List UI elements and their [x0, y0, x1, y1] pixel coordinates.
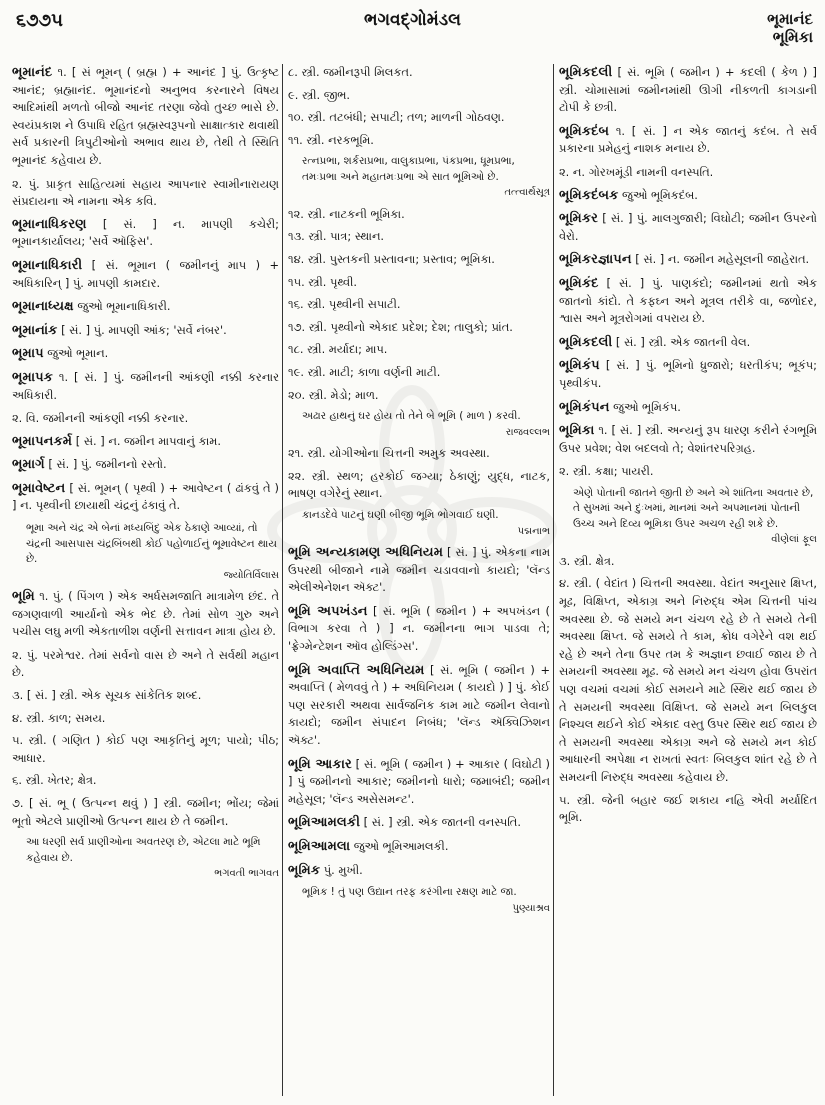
- definition-text: ૧૨. સ્ત્રી. નાટકની ભૂમિકા.: [288, 206, 405, 221]
- entry-sense: [12, 410, 279, 428]
- headword: ભૂમાનાંક: [12, 322, 58, 338]
- dictionary-entry: [559, 210, 817, 245]
- dictionary-entry: [559, 399, 817, 417]
- entry-sense: [288, 364, 550, 382]
- usage-quote: [302, 885, 550, 916]
- definition-text: [ સં. ] પું. એકના નામ ઉપરથી બીજાને નામે જમીન ચડાવવાનો કાયદો; 'લૅન્ડ એલીએનેશન ઍક્ટ'.: [288, 545, 550, 595]
- headword: ભૂમાનાધિકરણ: [12, 216, 87, 232]
- headword: ભૂમિકરજ્ઞાપન: [559, 252, 632, 268]
- quote-source: રાજવલ્લભ: [505, 426, 550, 438]
- definition-text: પું. મુખી.: [320, 862, 363, 877]
- headword: ભૂમિ આકાર: [288, 756, 352, 772]
- entry-sense: [288, 64, 550, 82]
- headword: ભૂમિક: [288, 862, 321, 878]
- entry-sense: [12, 687, 279, 705]
- definition-text: ૨. પું. પ્રાકૃત સાહિત્યમાં સહાય આપનાર સ્વામીનારાયણ સંપ્રદાયના એ નામના એક કવિ.: [12, 176, 279, 209]
- definition-text: ૧૦. સ્ત્રી. તટબંધી; સપાટી; તળ; માળની ગોઠવણ.: [288, 110, 505, 125]
- quote-source: પદ્મનાભ: [517, 525, 550, 537]
- definition-text: [ સં. ] સ્ત્રી. એક જાતની વેલ.: [612, 334, 751, 349]
- definition-text: [ સં. ] પું. માલગુજારી; વિઘોટી; જમીન ઉપરનો વેરો.: [559, 211, 817, 243]
- headword: ભૂમિ અન્યકામણ અધિનિયમ: [288, 545, 444, 560]
- definition-text: ૩. [ સં. ] સ્ત્રી. એક સૂચક સાંકેતિક શબ્દ.: [12, 688, 202, 703]
- dictionary-entry: [288, 603, 550, 656]
- definition-text: જુઓ ભૂમિઆમલકી.: [350, 838, 449, 853]
- headword: ભૂમાપ: [12, 346, 44, 362]
- definition-text: ૧૬. સ્ત્રી. પૃથ્વીની સપાટી.: [288, 297, 401, 312]
- entry-sense: [288, 206, 550, 224]
- definition-text: ૧૮. સ્ત્રી. મર્યાદા; માપ.: [288, 342, 388, 357]
- headword: ભૂમાર્ગ: [12, 457, 45, 473]
- definition-text: ૯. સ્ત્રી. જીભ.: [288, 87, 350, 102]
- definition-text: ૧૪. સ્ત્રી. પુસ્તકની પ્રસ્તાવના; પ્રસ્તાવ; ભૂમિકા.: [288, 252, 495, 267]
- dictionary-entry: [12, 64, 279, 170]
- dictionary-columns: [12, 64, 817, 1096]
- column-2: [288, 64, 550, 1096]
- headword: ભૂમિ અવાપ્તિ અધિનિયમ: [288, 662, 425, 678]
- entry-sense: [288, 87, 550, 105]
- definition-text: [ સં. ] પું. માપણી આંક; 'સર્વે નંબર'.: [57, 322, 227, 337]
- dictionary-entry: [559, 64, 817, 117]
- quote-source: તત્ત્વાર્થસૂત્ર: [504, 187, 550, 199]
- dictionary-entry: [559, 251, 817, 269]
- dictionary-entry: [288, 838, 550, 856]
- entry-sense: [288, 132, 550, 150]
- definition-text: ૧૩. સ્ત્રી. પાત્ર; સ્થાન.: [288, 229, 385, 244]
- definition-text: ૪. સ્ત્રી. ( વેદાંત ) ચિત્તની અવસ્થા. વેદાંત અનુસાર ક્ષિપ્ત, મૂઢ, વિક્ષિપ્ત, એકાગ્ર અને નિરુદ્ધ એમ ચિત્તની પાંચ અવસ્થા છે. જે સમયે મન ચંચળ રહે છે તે સમયે તેની અવસ્થા ક્ષિપ્ત. જે સમયે તે કામ, ક્રોધ વગેરેને વશ થઈ રહે છે અને તેના ઉપર તમ કે અજ્ઞાન છવાઈ જાય છે તે સમયની અવસ્થા મૂઢ. જે સમયે મન ચંચળ હોવા ઉપરાંત પણ વચમાં વચમાં કોઈ સમયને માટે સ્થિર થઈ જાય છે તે સમયની અવસ્થા વિક્ષિપ્ત. જે સમયે મન બિલકુલ નિશ્ચલ થઈને કોઈ એકાદ વસ્તુ ઉપર સ્થિર થઈ જાય છે તે સમયની અવસ્થા એકાગ્ર અને જે સમયે મન કોઈ આધારની અપેક્ષા ન રાખતાં સ્વતઃ બિલકુલ શાંત રહે છે તે સમયની નિરુદ્ધ અવસ્થા કહેવાય છે.: [559, 576, 817, 784]
- headword: ભૂમિકદંબ: [559, 123, 610, 139]
- definition-text: [ સં. ] ન. જમીન મહેસૂલની જાહેરાત.: [631, 252, 810, 267]
- dictionary-entry: [559, 357, 817, 392]
- dictionary-entry: [12, 322, 279, 340]
- definition-text: ૧. પું. ( પિંગળ ) એક અર્ધસમજાતિ માત્રામેળ છંદ. તે જગણવાળી આર્યાનો એક ભેદ છે. તેમાં સોળ ગુરુ અને પચીસ લઘુ મળી એકતાળીશ વર્ણની સત્તાવન માત્રા હોય છે.: [12, 589, 279, 639]
- headword: ભૂમાનાધ્યક્ષ: [12, 299, 74, 315]
- page-number: ૬૭૭૫: [16, 10, 63, 31]
- definition-text: [ સં. ] ન. જમીન માપવાનું કામ.: [72, 433, 221, 448]
- dictionary-entry: [288, 544, 550, 597]
- definition-text: [ સં. ભૂમાન ( જમીનનું માપ ) + અધિકારિન્ ] પું. માપણી કામદાર.: [12, 257, 279, 290]
- headword: ભૂમાપક: [12, 369, 53, 385]
- dictionary-entry: [559, 334, 817, 352]
- entry-sense: [12, 647, 279, 682]
- entry-sense: [559, 575, 817, 786]
- entry-sense: [288, 445, 550, 463]
- definition-text: ૨૨. સ્ત્રી. સ્થળ; હરકોઈ જગ્યા; ઠેકાણું; યુદ્ધ, નાટક, ભાષણ વગેરેનું સ્થાન.: [288, 468, 550, 501]
- running-head: [767, 10, 813, 46]
- definition-text: જુઓ ભૂમાનાધિકારી.: [73, 299, 171, 314]
- definition-text: [ સં. ] સ્ત્રી. એક જાતની વનસ્પતિ.: [359, 815, 521, 830]
- column-3: [559, 64, 817, 1096]
- definition-text: ૨૦. સ્ત્રી. મેડો; માળ.: [288, 387, 379, 402]
- definition-text: ૧૭. સ્ત્રી. પૃથ્વીનો એકાદ પ્રદેશ; દેશ; તાલુકો; પ્રાંત.: [288, 319, 513, 334]
- definition-text: ૧. [ સં ભૂમન્ ( બ્રહ્મ ) + આનંદ ] પું. ઉત્કૃષ્ટ આનંદ; બ્રહ્માનંદ. ભૂમાનંદનો અનુભવ કરનારને વિષય આદિમાંથી મળતો બીજો આનંદ તરણા જેવો તુચ્છ ભાસે છે. સ્વયંપ્રકાશ ને ઉપાધિ રહિત બ્રહ્મસ્વરૂપનો સાક્ષાત્કાર થવાથી સર્વ પ્રકારની ત્રિપુટીઓનો અભાવ થાય છે, તેથી તે સ્થિતિ ભૂમાનંદ કહેવાય છે.: [12, 65, 279, 167]
- definition-text: [ સં. ભૂમિ ( જમીન ) + અવાપ્તિ ( મેળવવું તે ) + અધિનિયમ ( કાયદો ) ] પું. કોઈ પણ સરકારી અથવા સાર્વજનિક કામ માટે જમીન લેવાનો કાયદો; જમીન સંપાદન નિબંધ; 'લૅન્ડ ઍક્વિઝિશન ઍક્ટ'.: [288, 662, 550, 747]
- dictionary-entry: [288, 756, 550, 809]
- definition-text: [ સં. ] ન. માપણી કચેરી; ભૂમાનકાર્યાલય; 'સર્વે ઑફિસ'.: [12, 216, 279, 249]
- headword: ભૂમિકદંબક: [559, 187, 619, 203]
- running-head-first: ભૂમાનંદ: [767, 10, 813, 28]
- quote-text: ભૂમિક ! તું પણ ઉદ્યાન તરફ કરંગીના રક્ષણ માટે જા.: [302, 886, 517, 899]
- entry-sense: [288, 319, 550, 337]
- headword: ભૂમિઆમલકી: [288, 815, 360, 831]
- entry-sense: [288, 251, 550, 269]
- headword: ભૂમિકદલી: [559, 334, 613, 350]
- entry-sense: [12, 732, 279, 767]
- definition-text: ૧૫. સ્ત્રી. પૃથ્વી.: [288, 274, 357, 289]
- headword: ભૂમાવેષ્ટન: [12, 480, 66, 496]
- usage-quote: [573, 486, 817, 548]
- entry-sense: [559, 164, 817, 182]
- usage-quote: [302, 508, 550, 539]
- usage-quote: [302, 154, 550, 201]
- headword: ભૂમિઆમલા: [288, 838, 351, 854]
- dictionary-entry: [559, 187, 817, 205]
- definition-text: ૧૧. સ્ત્રી. નરકભૂમિ.: [288, 132, 374, 147]
- quote-source: વીણેલાં ફૂલ: [771, 534, 817, 546]
- headword: ભૂમિકંપ: [559, 358, 600, 374]
- headword: ભૂમિકંપન: [559, 399, 610, 415]
- entry-sense: [12, 176, 279, 211]
- entry-sense: [559, 792, 817, 827]
- dictionary-entry: [288, 862, 550, 880]
- dictionary-entry: [559, 275, 817, 328]
- quote-source: ભગવતી ભાગવત: [214, 868, 279, 880]
- dictionary-entry: [559, 422, 817, 457]
- dictionary-entry: [12, 480, 279, 515]
- headword: ભૂમાપનકર્મ: [12, 433, 73, 449]
- definition-text: [ સં. ] પું. પાણકંદો; જમીનમાં થતો એક જાતનો કાંદો. તે કફઘ્ન અને મૂત્રલ તરીકે વા, જળોદર, શ્વાસ અને મૂત્રરોગમાં વપરાય છે.: [559, 275, 817, 326]
- quote-source: પુણ્યાશ્રવ: [512, 902, 550, 914]
- dictionary-entry: [12, 369, 279, 404]
- entry-sense: [559, 553, 817, 571]
- definition-text: ૫. સ્ત્રી. જેની બહાર જઈ શકાય નહિ એવી મર્યાદિત ભૂમિ.: [559, 792, 817, 825]
- dictionary-entry: [12, 433, 279, 451]
- definition-text: [ સં. ભૂમન્ ( પૃથ્વી ) + આવેષ્ટન ( ઢાંકવું તે ) ] ન. પૃથ્વીની છાયાથી ચંદ્રનું ઢંકાવું તે.: [12, 480, 279, 513]
- entry-sense: [288, 274, 550, 292]
- quote-text: કાનડદેવે પાટનું ઘણી બીજી ભૂમિ ભોગવાઈ ઘણી.: [302, 509, 499, 521]
- definition-text: [ સં. ભૂમિ ( જમીન ) + અપખંડન ( વિભાગ કરવા તે ) ] ન. જમીનના ભાગ પાડવા તે; 'ફ્રેગ્મેન્ટેશન ઑવ હોલ્ડિંગ્સ'.: [288, 603, 550, 653]
- running-head-last: ભૂમિકા: [772, 28, 813, 46]
- definition-text: ૨. પું. પરમેશ્વર. તેમાં સર્વનો વાસ છે અને તે સર્વથી મહાન છે.: [12, 647, 279, 680]
- entry-sense: [288, 468, 550, 503]
- headword: ભૂમિકંદ: [559, 275, 599, 291]
- entry-sense: [288, 109, 550, 127]
- page-header: [0, 0, 825, 62]
- headword: ભૂમિકર: [559, 211, 598, 227]
- headword: ભૂમિકા: [559, 423, 595, 439]
- definition-text: જુઓ ભૂમાન.: [43, 346, 109, 361]
- definition-text: જુઓ ભૂમિકંપ.: [609, 399, 681, 414]
- quote-text: અઢાર હાથનું ઘર હોય તો તેને બે ભૂમિ ( માળ ) કરવી.: [302, 410, 521, 423]
- headword: ભૂમિ અપખંડન: [288, 603, 368, 619]
- definition-text: ૧૯. સ્ત્રી. માટી; કાળા વર્ણની માટી.: [288, 365, 441, 380]
- headword: ભૂમિ: [12, 589, 35, 605]
- page-title: ભગવદ્ગોમંડલ: [364, 10, 461, 30]
- definition-text: [ સં. ] પું. ભૂમિનો ધ્રુજારો; ધરતીકંપ; ભૂકંપ; પૃથ્વીકંપ.: [559, 358, 817, 390]
- definition-text: ૧. [ સં. ] ન એક જાતનું કદંબ. તે સર્વ પ્રકારના પ્રમેહનું નાશક મનાય છે.: [559, 123, 817, 156]
- quote-text: એણે પોતાની જાતને જીતી છે અને એ શાંતિના અવતાર છે, તે સુખમાં અને દુઃખમાં, માનમાં અને અપમાનમાં પોતાની ઉચ્ચ અને દિવ્ય ભૂમિકા ઉપર અચળ રહી શકે છે.: [573, 486, 814, 530]
- headword: ભૂમાનાધિકારી: [12, 257, 83, 273]
- quote-source: જ્યોતિર્વિલાસ: [223, 569, 279, 581]
- dictionary-entry: [12, 588, 279, 641]
- usage-quote: [26, 521, 279, 583]
- column-1: [12, 64, 279, 1096]
- usage-quote: [26, 835, 279, 882]
- entry-sense: [12, 795, 279, 830]
- quote-text: આ ધરણી સર્વ પ્રાણીઓના અવતરણ છે, એટલા માટે ભૂમિ કહેવાય છે.: [26, 836, 261, 864]
- entry-sense: [12, 772, 279, 790]
- entry-sense: [288, 387, 550, 405]
- dictionary-entry: [12, 345, 279, 363]
- dictionary-entry: [12, 257, 279, 292]
- definition-text: ૩. સ્ત્રી. ક્ષેત્ર.: [559, 553, 615, 568]
- entry-sense: [559, 463, 817, 481]
- entry-sense: [12, 710, 279, 728]
- definition-text: ૨૧. સ્ત્રી. યોગીઓના ચિત્તની અમુક અવસ્થા.: [288, 446, 490, 461]
- quote-text: રત્નપ્રભા, શર્કરાપ્રભા, વાલુકાપ્રભા, પંકપ્રભા, ધૂમપ્રભા, તમઃપ્રભા અને મહાતમઃપ્રભા એ સાત ભૂમિઓ છે.: [302, 155, 515, 183]
- definition-text: ૨. ન. ગોરખમૂંડી નામની વનસ્પતિ.: [559, 164, 714, 179]
- definition-text: ૧. [ સં. ] પું. જમીનની આંકણી નક્કી કરનાર અધિકારી.: [12, 369, 279, 402]
- entry-sense: [288, 296, 550, 314]
- dictionary-entry: [12, 216, 279, 251]
- entry-sense: [288, 341, 550, 359]
- definition-text: [ સં. ભૂમિ ( જમીન ) + આકાર ( વિઘોટી ) ] પું જમીનનો આકાર; જમીનનો ધારો; જમાબંદી; જમીન મહેસૂલ; 'લૅન્ડ અસેસમન્ટ'.: [288, 756, 550, 806]
- definition-text: ૫. સ્ત્રી. ( ગણિત ) કોઈ પણ આકૃતિનું મૂળ; પાયો; પીઠ; આધાર.: [12, 733, 279, 765]
- definition-text: જુઓ ભૂમિકદંબ.: [618, 187, 698, 202]
- definition-text: ૧. [ સં. ] સ્ત્રી. અન્યનું રૂપ ધારણ કરીને રંગભૂમિ ઉપર પ્રવેશ; વેશ બદલવો તે; વેશાંતરપરિગ્રહ.: [559, 423, 817, 455]
- dictionary-entry: [559, 123, 817, 158]
- definition-text: ૬. સ્ત્રી. ખેતર; ક્ષેત્ર.: [12, 773, 97, 788]
- definition-text: [ સં. ] પું. જમીનનો રસ્તો.: [44, 457, 167, 472]
- definition-text: ૪. સ્ત્રી. કાળ; સમય.: [12, 710, 106, 725]
- dictionary-entry: [288, 662, 550, 750]
- dictionary-entry: [12, 298, 279, 316]
- definition-text: ૨. વિ. જમીનની આંકણી નક્કી કરનાર.: [12, 411, 189, 426]
- usage-quote: [302, 409, 550, 440]
- definition-text: [ સં. ભૂમિ ( જમીન ) + કદલી ( કેળ ) ] સ્ત્રી. ચોમાસામાં જમીનમાંથી ઊગી નીકળતી કાગડાની ટોપી કે છત્રી.: [559, 65, 817, 115]
- dictionary-entry: [12, 456, 279, 474]
- definition-text: ૮. સ્ત્રી. જમીનરૂપી મિલકત.: [288, 65, 413, 79]
- headword: ભૂમિકદલી: [559, 65, 613, 80]
- headword: ભૂમાનંદ: [12, 65, 53, 80]
- quote-text: ભૂમા અને ચંદ્ર એ બેનાં મધ્યબિંદુ એક ઠેકાણે આવ્યાં, તો ચંદ્રની આસપાસ ચંદ્રબિંબથી કોઈ પહોળાઈનું ભૂમાવેષ્ટન થાય છે.: [26, 522, 277, 566]
- dictionary-entry: [288, 814, 550, 832]
- entry-sense: [288, 228, 550, 246]
- definition-text: ૭. [ સં. ભૂ ( ઉત્પન્ન થવું ) ] સ્ત્રી. જમીન; ભોંય; જેમાં ભૂતો એટલે પ્રાણીઓ ઉત્પન્ન થાય છે તે જમીન.: [12, 796, 279, 828]
- definition-text: ૨. સ્ત્રી. કક્ષા; પાયરી.: [559, 464, 654, 479]
